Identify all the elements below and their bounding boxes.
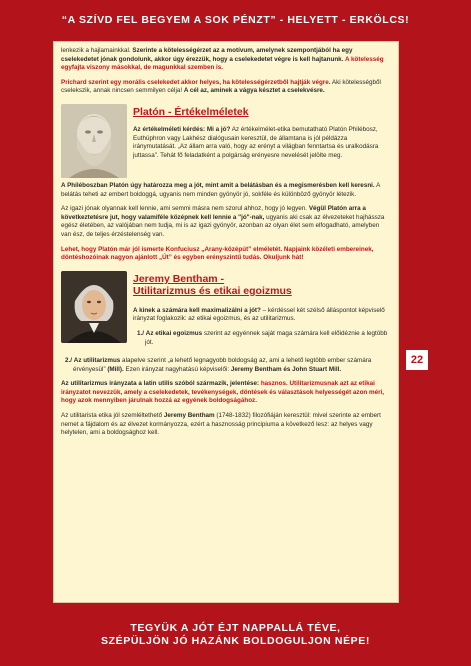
title-line-1: Jeremy Bentham - bbox=[133, 272, 225, 285]
bold-text: Végül Platón arra a következtetésre jut, hogy valamiféle középnek kell lennie a "jó"-nak, bbox=[61, 205, 366, 221]
bentham-portrait-icon bbox=[61, 271, 127, 343]
question-text: Az értékelméleti kérdés: Mi a jó? bbox=[133, 125, 231, 133]
plato-paragraph-1 bbox=[133, 126, 391, 160]
bentham-body bbox=[133, 271, 391, 353]
bentham-paragraph-4 bbox=[61, 412, 391, 438]
page-header bbox=[0, 0, 471, 40]
footer-line-1: TEGYÜK A JÓT ÉJT NAPPALLÁ TÉVE, bbox=[130, 622, 341, 634]
plato-bust-icon bbox=[61, 104, 127, 178]
highlight-text: hasznos. Utilitarizmusnak azt az etikai irányzatot nevezzük, amely a cselekedetek, tevékenységek, döntések és választások helyességét azon méri, hogy azok mennyiben járulnak hozzá az egyének boldogságához. bbox=[61, 380, 385, 405]
list-item-1 bbox=[133, 330, 391, 347]
question-text: A kinek a számára kell maximalizálni a jót? bbox=[133, 306, 261, 314]
content-panel bbox=[53, 41, 399, 603]
bold-text: A cél az, aminek a vágya késztet a cselekvésre. bbox=[183, 87, 325, 95]
text: A belátás teheti az embert boldoggá, ugyanis nem minden gyönyör jó, sokféle és különböző gyönyör létezik. bbox=[61, 181, 380, 198]
page-footer bbox=[0, 606, 471, 664]
bold-text: (Mill). bbox=[107, 365, 124, 373]
bold-text: Jeremy Bentham és John Stuart Mill. bbox=[230, 365, 342, 373]
intro-paragraph-1 bbox=[61, 47, 391, 73]
text: Ezen irányzat nagyhatású képviselői: bbox=[123, 365, 231, 373]
list-item-2 bbox=[61, 357, 391, 374]
text: szerint az egyénnek saját maga számára kell előidéznie a legtöbb jót. bbox=[145, 329, 388, 346]
bold-text: A Philéboszban Platón úgy határozza meg a jót, mint amit a belátásban és a megismerésben kell keresni. bbox=[61, 181, 375, 189]
plato-paragraph-3 bbox=[61, 205, 391, 239]
bentham-paragraph-3 bbox=[61, 380, 391, 406]
plato-title: Platón - Értékelméletek bbox=[133, 105, 249, 118]
highlight-text: Prichard szerint egy morális cselekedet akkor helyes, ha kötelességérzetből hajtják végre. bbox=[61, 78, 331, 86]
text: lenkezik a hajlamainkkal. bbox=[61, 47, 133, 54]
text: Az igazi jónak olyannak kell lennie, ami semmi másra nem szorul ahhoz, hogy jó legyen. bbox=[61, 205, 309, 213]
text: – kérdéssel két szélső álláspontot képviselő irányzat foglakozik: az etikai egoizmus, és az utilitarizmus. bbox=[133, 306, 385, 323]
bentham-title bbox=[133, 273, 391, 297]
text: Aki kötelességből cselekszik, annak nincsen semmilyen célja! bbox=[61, 78, 381, 95]
plato-body bbox=[133, 104, 391, 178]
text: Az értékelmélet-etika bemutatható Platón Philébosz, Euthüphron vagy Lakhész dialógusain keresztül, de államtana is jól példázza iránymutatását. „Az állam arra való, hogy az erényt a világban fenntartsa és uralkodásra juttassa”. Tehát fő feladatként a polgárság erényesre nevelését jelölte meg. bbox=[133, 125, 379, 159]
text: ugyanis aki csak az élvezeteket hajhássza egész életében, az valójában nem tudja, mi is az igazi gyönyör, azonban az olyan élet sem elfogadható, amelyben van ész, de teljes érzéstelenség van. bbox=[61, 213, 385, 238]
title-line-2: Utilitarizmus és etikai egoizmus bbox=[133, 284, 292, 297]
text: (1748-1832) filozófiáján keresztül: mivel szerinte az embert nemet a fájdalom és az élvezet kormányozza, ezért a hasznosság principiuma a következő lesz: az helyes vagy helytelen, ami a boldogsághoz kell. bbox=[61, 412, 381, 437]
bold-text: Szerinte a kötelességérzet az a motívum, amelynek szempontjából ha egy cselekedetet jónak gondolunk, akkor úgy érezzük, hogy a cselekedetet végre is kell hajtanunk. bbox=[61, 47, 353, 63]
footer-line-2: SZÉPÜLJÖN JÓ HAZÁNK BOLDOGULJON NÉPE! bbox=[101, 635, 370, 647]
plato-section bbox=[61, 104, 391, 178]
list-number: 1./ bbox=[137, 329, 145, 337]
bentham-paragraph-1 bbox=[133, 307, 391, 324]
bold-text: Az etikai egoizmus bbox=[145, 329, 203, 337]
bold-text: Jeremy Bentham bbox=[163, 412, 215, 420]
plato-paragraph-2 bbox=[61, 182, 391, 199]
highlight-text: A kötelesség egyfajta viszony másokkal, de magunkkal szemben is. bbox=[61, 55, 384, 72]
text: alapelve szerint „a lehető legnagyobb boldogság az, ami a lehető legtöbb ember számára érvényesül” bbox=[73, 357, 372, 373]
text: Az utilitarista etika jól szemléltethető bbox=[61, 412, 164, 420]
list-number: 2./ bbox=[65, 357, 73, 365]
page-number: 22 bbox=[406, 350, 428, 370]
bold-text: Az utilitarizmus bbox=[73, 357, 121, 365]
intro-paragraph-2 bbox=[61, 79, 391, 96]
bentham-section bbox=[61, 271, 391, 353]
header-title: “A SZÍVD FEL BEGYEM A SOK PÉNZT” - HELYETT - ERKÖLCS! bbox=[61, 14, 410, 26]
bold-text: Az utilitarizmus irányzata a latin utilis szóból származik, jelentése: bbox=[61, 380, 261, 388]
plato-paragraph-4: Lehet, hogy Platón már jól ismerte Konfuciusz „Arany-középút” elméletét. Napjaink közéleti embereinek, döntéshozóinak nagyon ajánlott „Út” és egyben erényszintű tudás. Okuljunk hát! bbox=[61, 245, 374, 262]
